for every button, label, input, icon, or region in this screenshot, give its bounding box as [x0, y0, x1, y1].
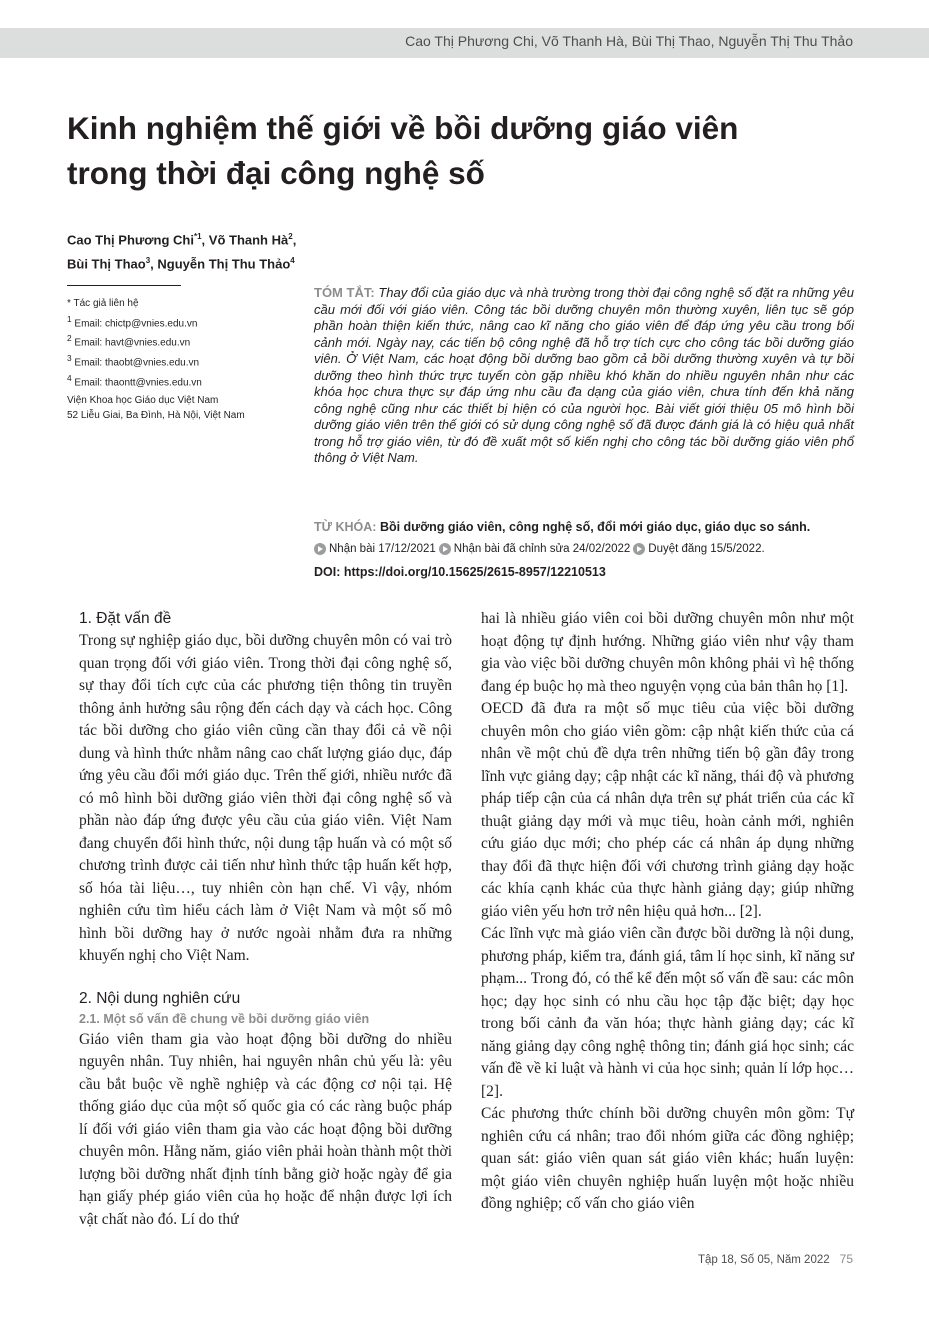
arrow-right-icon — [314, 543, 326, 555]
keywords-label: TỪ KHÓA: — [314, 520, 377, 534]
article-dates — [314, 541, 874, 557]
paragraph: Các phương thức chính bồi dưỡng chuyên môn gồm: Tự nghiên cứu cá nhân; trao đổi nhóm giữa các đồng nghiệp; quan sát: giáo viên quan sát giáo viên khác; huấn luyện: một giáo viên chuyên nghiệp huấn luyện một hoặc nhiều đồng nghiệp; cố vấn cho giáo viên — [481, 1105, 854, 1212]
paragraph: Các lĩnh vực mà giáo viên cần được bồi dưỡng là nội dung, phương pháp, kiểm tra, đánh giá, tâm lí học sinh, kĩ năng sư phạm... Trong đó, có thể kể đến một số vấn đề sau: các môn học; dạy học sinh có nhu cầu học tập đặc biệt; dạy học trong bối cảnh đa văn hóa; thực hành giảng dạy; các kĩ năng giảng dạy công nghệ thông tin; đánh giá học sinh; các vấn đề về kỉ luật và hành vi của học sinh; quản lí lớp học… [2]. — [481, 925, 854, 1100]
abstract-text: Thay đổi của giáo dục và nhà trường trong thời đại công nghệ số đặt ra những yêu cầu mới đối với giáo viên. Công tác bồi dưỡng chuyên môn thường xuyên, liên tục sẽ góp phần hoàn thiện kiến thức, nâng cao kĩ năng cho giáo viên để đáp ứng yêu cầu trong bối cảnh mới. Ngày nay, các tiến bộ công nghệ đã hỗ trợ tích cực cho công tác bồi dưỡng giáo viên. Ở Việt Nam, các hoạt động bồi dưỡng bao gồm cả bồi dưỡng thường xuyên và tự bồi dưỡng theo hình thức trực tuyến còn gặp nhiều khó khăn do nhiều nguyên nhân như các khóa học chưa thực sự đáp ứng nhu cầu đa dạng của giáo viên, chưa tính đến khả năng công nghệ cũng như các thiết bị hiện có của người học. Bài viết giới thiệu 05 mô hình bồi dưỡng giáo viên trên thế giới có sử dụng công nghệ số đã được đánh giá là có hiệu quả nhất trong hỗ trợ giáo viên, từ đó đề xuất một số kiến nghị cho công tác bồi dưỡng giáo viên phổ thông ở Việt Nam. — [314, 285, 854, 465]
running-header — [0, 28, 929, 58]
institution-address: 52 Liễu Giai, Ba Đình, Hà Nội, Việt Nam — [67, 410, 245, 422]
issue-info: Tập 18, Số 05, Năm 2022 — [697, 1254, 830, 1266]
author-name: Cao Thị Phương Chi — [67, 232, 194, 248]
email-link[interactable]: Email: thaobt@vnies.edu.vn — [74, 357, 200, 369]
paragraph: hai là nhiều giáo viên coi bồi dưỡng chuyên môn như một hoạt động tự định hướng. Những giáo viên như vậy tham gia vào việc bồi dưỡng chuyên môn không phải vì hệ thống đang ép buộc họ mà theo nguyện vọng của bản thân họ [1]. — [481, 610, 854, 695]
author-name: Nguyễn Thị Thu Thảo — [157, 256, 291, 272]
article-title-line-2: trong thời đại công nghệ số — [67, 155, 485, 191]
email-line: $^4$ Email: thaontt@vnies.edu.vn — [67, 372, 202, 389]
email-line: $^1$ Email: chictp@vnies.edu.vn — [67, 313, 198, 329]
footnote-divider — [67, 285, 181, 286]
author-name: Võ Thanh Hà — [208, 232, 289, 248]
email-link[interactable]: Email: havt@vnies.edu.vn — [74, 337, 191, 349]
arrow-right-icon — [633, 543, 645, 555]
abstract — [314, 285, 854, 467]
subsection-heading: 2.1. Một số vấn đề chung về bồi dưỡng giáo viên — [79, 1011, 370, 1026]
author-footnotes — [67, 296, 297, 424]
email-line: $^3$ Email: thaobt@vnies.edu.vn — [67, 353, 200, 369]
author-marker: 2 — [288, 232, 293, 241]
author-marker: 3 — [145, 256, 151, 266]
arrow-right-icon — [439, 543, 451, 555]
body-column-left — [79, 608, 452, 1231]
page-number: 75 — [839, 1252, 853, 1266]
keywords-text: Bồi dưỡng giáo viên, công nghệ số, đổi mới giáo dục, giáo dục so sánh. — [379, 520, 811, 534]
accepted-date: Duyệt đăng 15/5/2022. — [648, 543, 765, 555]
section-heading: 1. Đặt vấn đề — [79, 610, 172, 627]
paragraph: Trong sự nghiệp giáo dục, bồi dưỡng chuyên môn có vai trò quan trọng đối với giáo viên. Trong thời đại công nghệ số, sự thay đổi tích cực của các phương tiện thông tin truyền thông ảnh hưởng sâu rộng đến cách dạy và cách học. Công tác bồi dưỡng cho giáo viên cũng cần thay đổi cả về nội dung và hình thức nhằm nâng cao chất lượng giáo dục, đáp ứng yêu cầu đổi mới giáo dục. Trên thế giới, nhiều nước đã có mô hình bồi dưỡng giáo viên thời đại công nghệ số và phần nào đáp ứng được yêu cầu của giáo viên. Việt Nam đang chuyển đổi hình thức, nội dung tập huấn và có một số chương trình được cải tiến như hình thức tập huấn kết hợp, số hóa tài liệu…, tuy nhiên còn hạn chế. Vì vậy, nhóm nghiên cứu tìm hiểu cách làm ở Việt Nam và một số mô hình bồi dưỡng hay ở nước ngoài nhằm đưa ra những khuyến nghị cho Việt Nam. — [79, 632, 452, 964]
page-footer — [698, 1252, 853, 1266]
body-column-right — [481, 608, 854, 1216]
author-marker: *1 — [193, 232, 202, 241]
author-byline: Cao Thị Phương Chi$^{*1}$, Võ Thanh $Hà^2$, Bùi Thị Thao$^3$, Nguyễn Thị Thu Thảo$^4$ — [67, 232, 297, 272]
institution: Viện Khoa học Giáo dục Việt Nam — [67, 394, 219, 406]
email-link[interactable]: Email: thaontt@vnies.edu.vn — [74, 377, 202, 389]
corresponding-author-note: * Tác giả liên hệ — [67, 298, 139, 309]
paragraph: Giáo viên tham gia vào hoạt động bồi dưỡng do nhiều nguyên nhân. Tuy nhiên, hai nguyên nhân chủ yếu là: yêu cầu bắt buộc về nghề nghiệp và các động cơ nội tại. Hệ thống giáo dục của một số quốc gia có các ràng buộc pháp lí đối với giáo viên tham gia vào các hoạt động bồi dưỡng chuyên môn. Hằng năm, giáo viên phải hoàn thành một thời lượng bồi dưỡng nhất định tính bằng giờ hoặc ngày để gia hạn giấy phép giáo viên của họ hoặc để nhận được lợi ích vật chất nào đó. Lí do thứ — [79, 1030, 452, 1228]
revised-date: Nhận bài đã chỉnh sửa 24/02/2022 — [453, 543, 631, 555]
author-marker: 4 — [290, 256, 295, 266]
doi-link[interactable]: DOI: https://doi.org/10.15625/2615-8957/12210513 — [314, 565, 606, 579]
email-line: $^2$ Email: havt@vnies.edu.vn — [67, 333, 191, 349]
email-link[interactable]: Email: chictp@vnies.edu.vn — [74, 317, 198, 329]
received-date: Nhận bài 17/12/2021 — [329, 543, 436, 555]
article-title-line-1: Kinh nghiệm thế giới về bồi dưỡng giáo viên — [67, 110, 739, 146]
author-name: Bùi Thị Thao — [67, 256, 146, 272]
keywords — [314, 519, 874, 535]
article-title — [67, 106, 847, 196]
paragraph: OECD đã đưa ra một số mục tiêu của việc bồi dưỡng chuyên môn cho giáo viên gồm: cập nhật kiến thức của cá nhân về một chủ đề dựa trên những tiến bộ gần đây trong lĩnh vực giảng dạy; cập nhật các kĩ năng, thái độ và phương pháp tiếp cận của cá nhân dựa trên sự phát triển của các kĩ thuật giảng dạy mới và mục tiêu, hoàn cảnh mới, nghiên cứu giáo dục mới; cho phép các cá nhân áp dụng những thay đổi đã thực hiện đối với chương trình giảng dạy hoặc các khía cạnh khác của thực hành giảng dạy; giúp những giáo viên yếu hơn trở nên hiệu quả hơn... [2]. — [481, 700, 854, 920]
running-header-authors: Cao Thị Phương Chi, Võ Thanh Hà, Bùi Thị Thao, Nguyễn Thị Thu Thảo — [405, 33, 853, 49]
section-heading: 2. Nội dung nghiên cứu — [79, 989, 241, 1007]
abstract-label: TÓM TẮT: — [314, 285, 375, 300]
